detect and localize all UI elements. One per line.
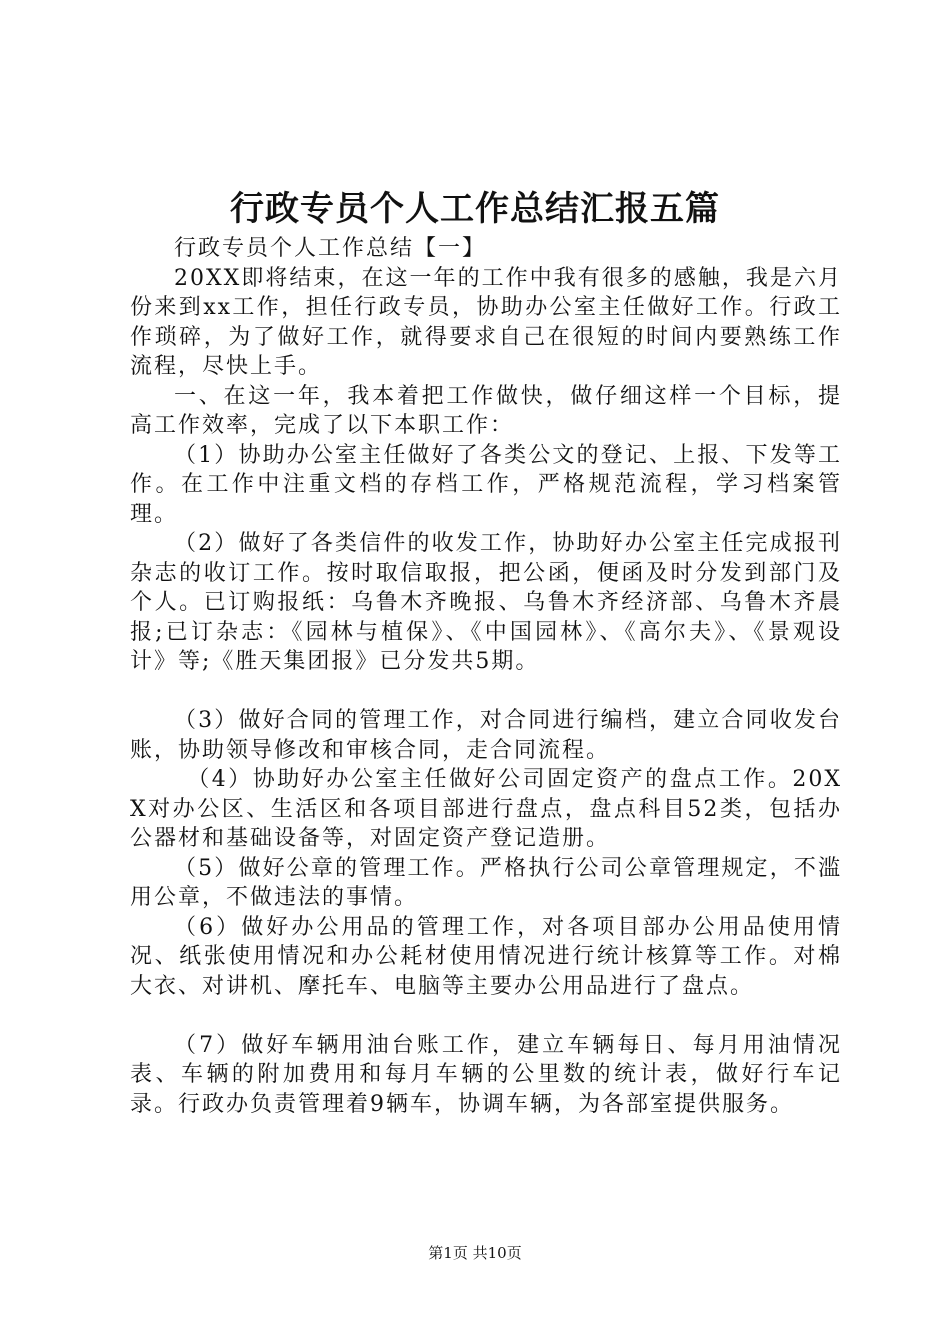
document-title: 行政专员个人工作总结汇报五篇	[230, 189, 720, 229]
paragraph-section-one: 一、在这一年，我本着把工作做快，做仔细这样一个目标，提高工作效率，完成了以下本职工作：	[130, 383, 842, 438]
paragraph-intro: 20XX即将结束，在这一年的工作中我有很多的感触，我是六月份来到xx工作，担任行政专员，协助办公室主任做好工作。行政工作琐碎，为了做好工作，就得要求自己在很短的时间内要熟练工作流程，尽快上手。	[130, 265, 842, 379]
paragraph-item-2: （2）做好了各类信件的收发工作，协助好办公室主任完成报刊杂志的收订工作。按时取信取报，把公函，便函及时分发到部门及个人。已订购报纸：乌鲁木齐晚报、乌鲁木齐经济部、乌鲁木齐晨报;已订杂志：《园林与植保》、《中国园林》、《高尔夫》、《景观设计》等;《胜天集团报》已分发共5期。	[130, 531, 842, 674]
document-body	[130, 234, 842, 1119]
paragraph-item-7: （7）做好车辆用油台账工作，建立车辆每日、每月用油情况表、车辆的附加费用和每月车辆的公里数的统计表，做好行车记录。行政办负责管理着9辆车，协调车辆，为各部室提供服务。	[130, 1032, 842, 1117]
paragraph-item-5: （5）做好公章的管理工作。严格执行公司公章管理规定，不滥用公章，不做违法的事情。	[130, 855, 842, 910]
page-number-footer: 第1页 共10页	[428, 1244, 522, 1262]
section-heading: 行政专员个人工作总结【一】	[174, 236, 487, 261]
paragraph-item-4: （4）协助好办公室主任做好公司固定资产的盘点工作。20XX对办公区、生活区和各项目部进行盘点，盘点科目52类，包括办公器材和基础设备等，对固定资产登记造册。	[130, 767, 842, 851]
paragraph-item-6: （6）做好办公用品的管理工作，对各项目部办公用品使用情况、纸张使用情况和办公耗材使用情况进行统计核算等工作。对棉大衣、对讲机、摩托车、电脑等主要办公用品进行了盘点。	[130, 914, 842, 999]
paragraph-item-3: （3）做好合同的管理工作，对合同进行编档，建立合同收发台账，协助领导修改和审核合同，走合同流程。	[130, 708, 842, 763]
paragraph-item-1: （1）协助办公室主任做好了各类公文的登记、上报、下发等工作。在工作中注重文档的存档工作，严格规范流程，学习档案管理。	[130, 442, 842, 527]
